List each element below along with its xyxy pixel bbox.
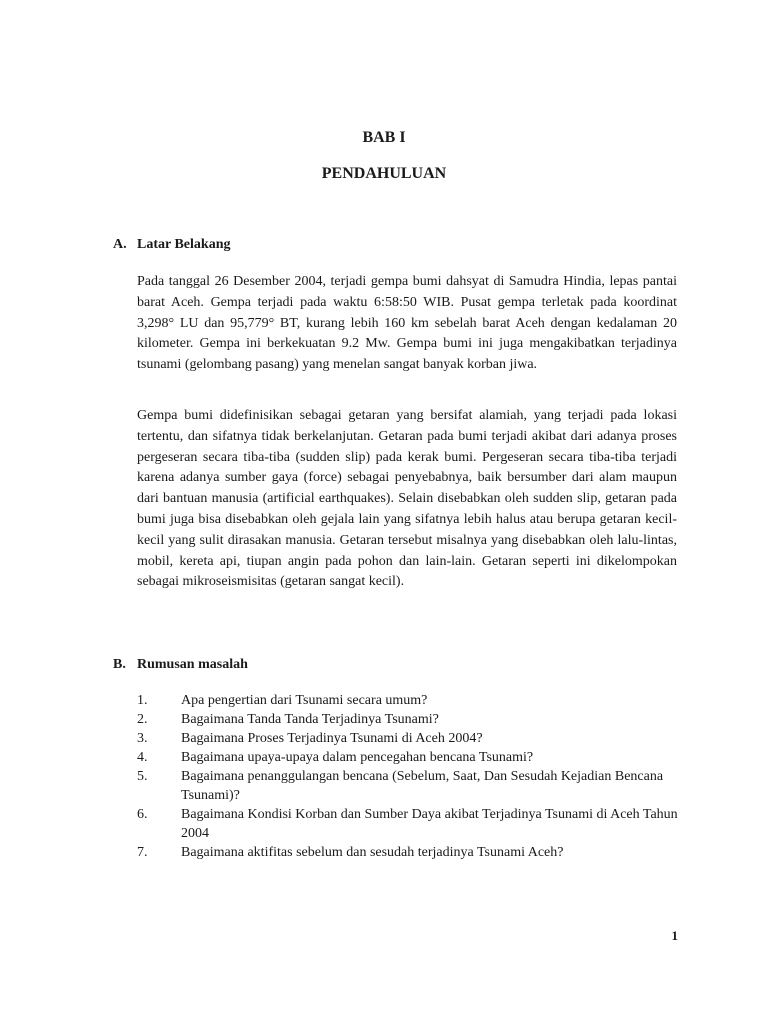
list-item-number: 1. (137, 693, 148, 708)
section-title: Latar Belakang (137, 237, 231, 252)
list-item-text: Bagaimana aktifitas sebelum dan sesudah terjadinya Tsunami Aceh? (181, 845, 564, 860)
chapter-title: BAB I (362, 129, 406, 146)
chapter-subtitle: PENDAHULUAN (321, 165, 447, 182)
list-item (137, 710, 682, 729)
list-item-text: Bagaimana Tanda Tanda Terjadinya Tsunami? (181, 712, 439, 727)
list-item (137, 691, 682, 710)
section-letter: B. (113, 657, 126, 672)
list-item-number: 7. (137, 845, 148, 860)
list-item (137, 805, 682, 843)
list-item-number: 3. (137, 731, 148, 746)
page-number: 1 (671, 928, 678, 943)
list-item-text: Apa pengertian dari Tsunami secara umum? (181, 693, 428, 708)
list-item-text: Bagaimana upaya-upaya dalam pencegahan bencana Tsunami? (181, 750, 534, 765)
list-item-text: Bagaimana Proses Terjadinya Tsunami di Aceh 2004? (181, 731, 483, 746)
list-item-text: Bagaimana penanggulangan bencana (Sebelum, Saat, Dan Sesudah Kejadian Bencana Tsunami)? (181, 769, 664, 803)
list-item (137, 748, 682, 767)
list-item (137, 843, 682, 862)
section-heading-rumusan-masalah (113, 657, 248, 673)
list-item-number: 6. (137, 807, 148, 822)
section-letter: A. (113, 237, 127, 252)
paragraph: Pada tanggal 26 Desember 2004, terjadi gempa bumi dahsyat di Samudra Hindia, lepas pantai barat Aceh. Gempa terjadi pada waktu 6:58:50 WIB. Pusat gempa terletak pada koordinat 3,298° LU dan 95,779° BT, kurang lebih 160 km sebelah barat Aceh dengan kedalaman 20 kilometer. Gempa ini berkekuatan 9.2 Mw. Gempa bumi ini juga mengakibatkan terjadinya tsunami (gelombang pasang) yang menelan sangat banyak korban jiwa. (137, 274, 677, 373)
list-item-number: 2. (137, 712, 148, 727)
paragraph: Gempa bumi didefinisikan sebagai getaran yang bersifat alamiah, yang terjadi pada lokasi tertentu, dan sifatnya tidak berkelanjutan. Getaran pada bumi terjadi akibat dari adanya proses pergeseran secara tiba-tiba (sudden slip) pada kerak bumi. Pergeseran secara tiba-tiba terjadi karena adanya sumber gaya (force) sebagai penyebabnya, baik bersumber dari alam maupun dari bantuan manusia (artificial earthquakes). Selain disebabkan oleh sudden slip, getaran pada bumi juga bisa disebabkan oleh gejala lain yang sifatnya lebih halus atau berupa getaran kecil-kecil yang sulit dirasakan manusia. Getaran tersebut misalnya yang disebabkan oleh lalu-lintas, mobil, kereta api, tiupan angin pada pohon dan lain-lain. Getaran seperti ini dikelompokan sebagai mikroseismisitas (getaran sangat kecil). (137, 408, 677, 590)
section-heading-latar-belakang (113, 237, 230, 253)
list-item-number: 4. (137, 750, 148, 765)
section-title: Rumusan masalah (137, 657, 248, 672)
list-item (137, 729, 682, 748)
list-item (137, 767, 682, 805)
list-item-number: 5. (137, 769, 148, 784)
question-list (137, 691, 682, 862)
list-item-text: Bagaimana Kondisi Korban dan Sumber Daya akibat Terjadinya Tsunami di Aceh Tahun 2004 (181, 807, 678, 841)
